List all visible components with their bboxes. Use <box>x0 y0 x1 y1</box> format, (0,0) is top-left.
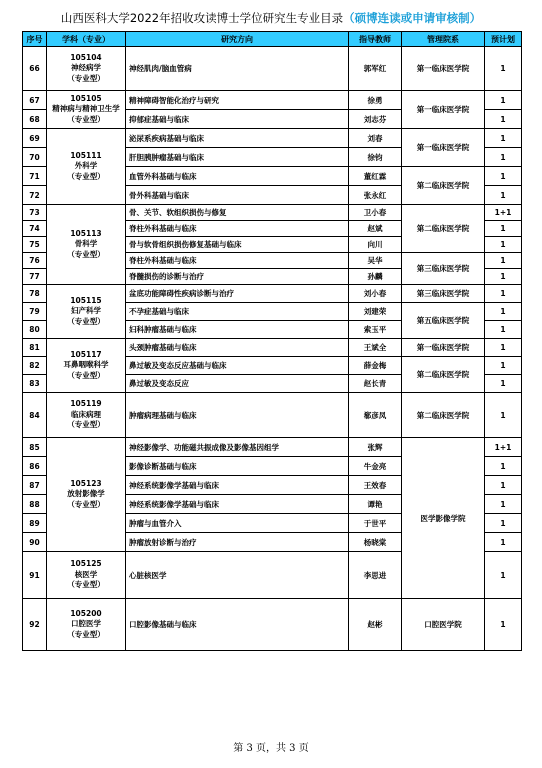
subject-type: （专业型） <box>67 629 105 639</box>
program-catalog-table <box>22 31 522 651</box>
subject-type: （专业型） <box>67 420 105 430</box>
subject-code: 105119 <box>70 399 102 409</box>
row-number: 81 <box>23 339 47 357</box>
subject-type: （专业型） <box>67 73 105 83</box>
advisor: 孙麟 <box>349 269 402 285</box>
subject-name: 临床病理 <box>71 409 101 419</box>
research-direction: 神经肌肉/脑血管病 <box>126 47 349 91</box>
research-direction: 抑郁症基础与临床 <box>126 110 349 129</box>
row-number: 71 <box>23 167 47 186</box>
row-number: 89 <box>23 514 47 533</box>
table-row <box>23 129 522 148</box>
subject-cell <box>47 599 126 651</box>
page-title <box>0 10 542 26</box>
advisor: 张永红 <box>349 186 402 205</box>
subject-code: 105105 <box>70 93 102 103</box>
research-direction: 不孕症基础与临床 <box>126 303 349 321</box>
subject-cell <box>47 339 126 393</box>
plan-count: 1 <box>485 221 522 237</box>
research-direction: 神经系统影像学基础与临床 <box>126 476 349 495</box>
row-number: 78 <box>23 285 47 303</box>
row-number: 70 <box>23 148 47 167</box>
row-number: 72 <box>23 186 47 205</box>
research-direction: 盆底功能障碍性疾病诊断与治疗 <box>126 285 349 303</box>
row-number: 91 <box>23 552 47 599</box>
header-plan: 预计划 <box>485 32 522 47</box>
advisor: 刘志芬 <box>349 110 402 129</box>
row-number: 75 <box>23 237 47 253</box>
row-number: 87 <box>23 476 47 495</box>
department: 第三临床医学院 <box>402 253 485 285</box>
table-row <box>23 599 522 651</box>
table-row <box>23 91 522 110</box>
research-direction: 脊柱外科基础与临床 <box>126 253 349 269</box>
subject-type: （专业型） <box>67 249 105 259</box>
plan-count: 1 <box>485 285 522 303</box>
research-direction: 神经影像学、功能磁共振成像及影像基因组学 <box>126 438 349 457</box>
subject-type: （专业型） <box>67 580 105 590</box>
plan-count: 1 <box>485 457 522 476</box>
plan-count: 1 <box>485 514 522 533</box>
plan-count: 1 <box>485 269 522 285</box>
plan-count: 1 <box>485 495 522 514</box>
plan-count: 1 <box>485 186 522 205</box>
advisor: 卫小春 <box>349 205 402 221</box>
advisor: 刘春 <box>349 129 402 148</box>
plan-count: 1 <box>485 110 522 129</box>
header-advisor: 指导教师 <box>349 32 402 47</box>
advisor: 郗彦凤 <box>349 393 402 438</box>
subject-code: 105113 <box>70 228 102 238</box>
subject-cell <box>47 552 126 599</box>
department: 第一临床医学院 <box>402 91 485 129</box>
row-number: 69 <box>23 129 47 148</box>
plan-count: 1 <box>485 533 522 552</box>
plan-count: 1 <box>485 476 522 495</box>
department: 第三临床医学院 <box>402 285 485 303</box>
plan-count: 1 <box>485 339 522 357</box>
advisor: 索玉平 <box>349 321 402 339</box>
plan-count: 1 <box>485 129 522 148</box>
plan-count: 1 <box>485 393 522 438</box>
advisor: 刘小春 <box>349 285 402 303</box>
research-direction: 骨与软骨组织损伤修复基础与临床 <box>126 237 349 253</box>
subject-name: 口腔医学 <box>71 619 101 629</box>
row-number: 86 <box>23 457 47 476</box>
plan-count: 1 <box>485 321 522 339</box>
table-row <box>23 47 522 91</box>
subject-name: 骨科学 <box>74 239 98 249</box>
subject-code: 105111 <box>70 150 102 160</box>
research-direction: 心脏核医学 <box>126 552 349 599</box>
department: 第一临床医学院 <box>402 47 485 91</box>
row-number: 73 <box>23 205 47 221</box>
research-direction: 影像诊断基础与临床 <box>126 457 349 476</box>
advisor: 向川 <box>349 237 402 253</box>
advisor: 王斌全 <box>349 339 402 357</box>
research-direction: 肿瘤病理基础与临床 <box>126 393 349 438</box>
subject-name: 神经病学 <box>71 63 101 73</box>
research-direction: 脊髓损伤的诊断与治疗 <box>126 269 349 285</box>
advisor: 薛金梅 <box>349 357 402 375</box>
advisor: 王效春 <box>349 476 402 495</box>
department: 第二临床医学院 <box>402 167 485 205</box>
subject-name: 核医学 <box>74 569 98 579</box>
subject-cell <box>47 47 126 91</box>
advisor: 杨晓棠 <box>349 533 402 552</box>
department: 医学影像学院 <box>402 438 485 599</box>
subject-cell <box>47 129 126 205</box>
row-number: 92 <box>23 599 47 651</box>
row-number: 84 <box>23 393 47 438</box>
research-direction: 骨外科基础与临床 <box>126 186 349 205</box>
row-number: 82 <box>23 357 47 375</box>
header-row <box>23 32 522 47</box>
subject-name: 妇产科学 <box>71 306 101 316</box>
plan-count: 1 <box>485 47 522 91</box>
research-direction: 神经系统影像学基础与临床 <box>126 495 349 514</box>
research-direction: 口腔影像基础与临床 <box>126 599 349 651</box>
subject-name: 外科学 <box>74 161 98 171</box>
row-number: 77 <box>23 269 47 285</box>
advisor: 牛金亮 <box>349 457 402 476</box>
plan-count: 1 <box>485 167 522 186</box>
subject-name: 精神病与精神卫生学 <box>52 104 120 114</box>
subject-code: 105123 <box>70 478 102 488</box>
research-direction: 泌尿系疾病基础与临床 <box>126 129 349 148</box>
header-no: 序号 <box>23 32 47 47</box>
research-direction: 肿瘤与血管介入 <box>126 514 349 533</box>
research-direction: 肿瘤放射诊断与治疗 <box>126 533 349 552</box>
subject-type: （专业型） <box>67 316 105 326</box>
header-direction: 研究方向 <box>126 32 349 47</box>
plan-count: 1 <box>485 599 522 651</box>
title-main: 山西医科大学2022年招收攻读博士学位研究生专业目录 <box>60 11 344 25</box>
table-row <box>23 285 522 303</box>
row-number: 85 <box>23 438 47 457</box>
row-number: 88 <box>23 495 47 514</box>
department: 第五临床医学院 <box>402 303 485 339</box>
row-number: 80 <box>23 321 47 339</box>
research-direction: 血管外科基础与临床 <box>126 167 349 186</box>
subject-code: 105115 <box>70 295 102 305</box>
row-number: 74 <box>23 221 47 237</box>
subject-code: 105125 <box>70 559 102 569</box>
department: 第二临床医学院 <box>402 357 485 393</box>
plan-count: 1 <box>485 237 522 253</box>
table-row <box>23 438 522 457</box>
row-number: 90 <box>23 533 47 552</box>
subject-type: （专业型） <box>67 499 105 509</box>
subject-code: 105117 <box>70 349 102 359</box>
plan-count: 1 <box>485 303 522 321</box>
department: 第二临床医学院 <box>402 393 485 438</box>
row-number: 68 <box>23 110 47 129</box>
table-row <box>23 205 522 221</box>
header-subject: 学科（专业） <box>47 32 126 47</box>
subject-cell <box>47 285 126 339</box>
research-direction: 精神障碍智能化治疗与研究 <box>126 91 349 110</box>
row-number: 67 <box>23 91 47 110</box>
header-department: 管理院系 <box>402 32 485 47</box>
row-number: 66 <box>23 47 47 91</box>
subject-cell <box>47 393 126 438</box>
row-number: 79 <box>23 303 47 321</box>
page-number: 第 3 页，共 3 页 <box>233 743 309 754</box>
department: 口腔医学院 <box>402 599 485 651</box>
research-direction: 肝胆胰肿瘤基础与临床 <box>126 148 349 167</box>
department: 第一临床医学院 <box>402 339 485 357</box>
research-direction: 脊柱外科基础与临床 <box>126 221 349 237</box>
advisor: 刘建荣 <box>349 303 402 321</box>
advisor: 张辉 <box>349 438 402 457</box>
advisor: 徐勇 <box>349 91 402 110</box>
plan-count: 1+1 <box>485 438 522 457</box>
research-direction: 头颈肿瘤基础与临床 <box>126 339 349 357</box>
title-highlight: （硕博连读或申请审核制） <box>343 11 482 25</box>
research-direction: 鼻过敏及变态反应 <box>126 375 349 393</box>
advisor: 于世平 <box>349 514 402 533</box>
subject-name: 放射影像学 <box>67 489 105 499</box>
advisor: 董红霖 <box>349 167 402 186</box>
research-direction: 骨、关节、软组织损伤与修复 <box>126 205 349 221</box>
advisor: 郭军红 <box>349 47 402 91</box>
advisor: 徐钧 <box>349 148 402 167</box>
plan-count: 1 <box>485 552 522 599</box>
row-number: 76 <box>23 253 47 269</box>
plan-count: 1+1 <box>485 205 522 221</box>
advisor: 吴华 <box>349 253 402 269</box>
research-direction: 妇科肿瘤基础与临床 <box>126 321 349 339</box>
department: 第一临床医学院 <box>402 129 485 167</box>
plan-count: 1 <box>485 253 522 269</box>
subject-type: （专业型） <box>67 114 105 124</box>
row-number: 83 <box>23 375 47 393</box>
plan-count: 1 <box>485 357 522 375</box>
advisor: 赵长青 <box>349 375 402 393</box>
subject-name: 耳鼻咽喉科学 <box>63 360 109 370</box>
advisor: 赵斌 <box>349 221 402 237</box>
advisor: 赵彬 <box>349 599 402 651</box>
subject-type: （专业型） <box>67 171 105 181</box>
table-row <box>23 339 522 357</box>
plan-count: 1 <box>485 148 522 167</box>
advisor: 谭艳 <box>349 495 402 514</box>
table-row <box>23 393 522 438</box>
subject-code: 105200 <box>70 608 102 618</box>
subject-cell <box>47 438 126 552</box>
department: 第二临床医学院 <box>402 205 485 253</box>
plan-count: 1 <box>485 375 522 393</box>
advisor: 李思进 <box>349 552 402 599</box>
subject-type: （专业型） <box>67 370 105 380</box>
subject-cell <box>47 91 126 129</box>
subject-cell <box>47 205 126 285</box>
subject-code: 105104 <box>70 52 102 62</box>
research-direction: 鼻过敏及变态反应基础与临床 <box>126 357 349 375</box>
plan-count: 1 <box>485 91 522 110</box>
